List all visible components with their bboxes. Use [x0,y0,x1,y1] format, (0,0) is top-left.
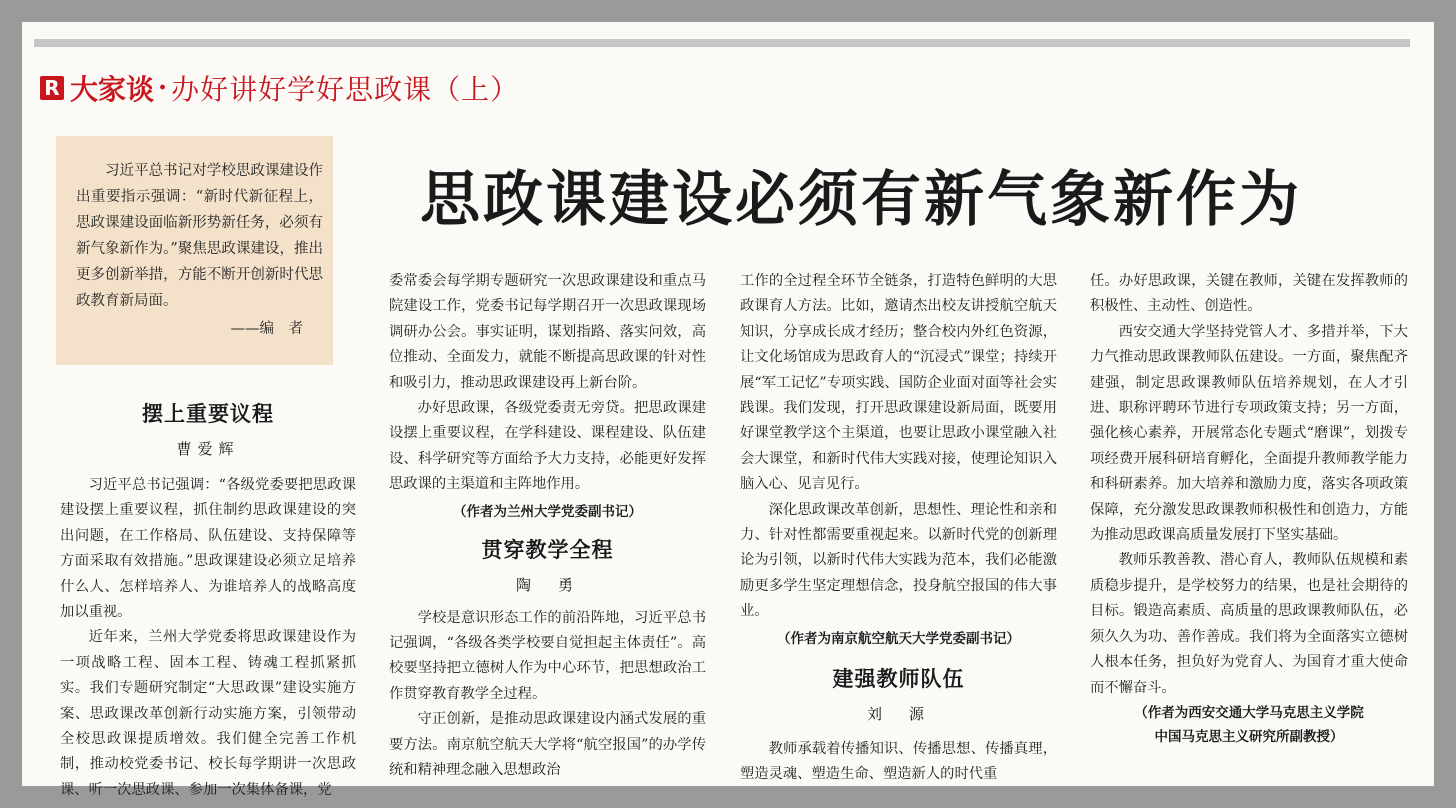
paragraph: 深化思政课改革创新，思想性、理论性和亲和力、针对性都需要重视起来。以新时代党的创新理论为引领，以新时代伟大实践为范本，我们必能激励更多学生坚定理想信念，投身航空报国的伟大事业。 [740,501,1057,620]
section-header [40,68,519,108]
editor-sign: ——编 者 [230,321,303,337]
paragraph: 习近平总书记强调：“各级党委要把思政课建设摆上重要议程，抓住制约思政课建设的突出问题，在工作格局、队伍建设、支持保障等方面采取有效措施。”思政课建设必须立足培养什么人、怎样培养人、为谁培养人的战略高度加以重视。 [60,477,356,621]
editor-note-text: 习近平总书记对学校思政课建设作出重要指示强调：“新时代新征程上，思政课建设面临新形势新任务，必须有新气象新作为。”聚焦思政课建设，推出更多创新举措，方能不断开创新时代思政教育新局面。 [76,163,323,309]
editor-note [56,136,333,365]
author-byline: （作者为南京航空航天大学党委副书记） [777,630,1020,647]
article-author: 刘 源 [866,704,930,723]
article-title: 贯穿教学全程 [481,537,614,562]
paragraph: 办好思政课，各级党委责无旁贷。把思政课建设摆上重要议程，在学科建设、课程建设、队伍建设、科学研究等方面给予大力支持，必能更好发挥思政课的主渠道和主阵地作用。 [389,400,706,493]
r-logo-icon: R [40,76,64,100]
headline: 思政课建设必须有新气象新作为 [420,165,1302,235]
section-separator: · [158,73,168,103]
column-3 [740,269,1057,788]
column-2 [389,269,706,784]
paragraph: 任。办好思政课，关键在教师，关键在发挥教师的积极性、主动性、创造性。 [1090,273,1408,315]
article-author: 曹爱辉 [176,440,240,458]
paragraph: 守正创新，是推动思政课建设内涵式发展的重要方法。南京航空航天大学将“航空报国”的办学传统和精神理念融入思想政治 [389,711,706,779]
author-byline-line-2: 中国马克思主义研究所副教授） [1154,728,1344,745]
section-subtitle: 办好讲好学好思政课（上） [171,73,520,106]
paragraph: 近年来，兰州大学党委将思政课建设作为一项战略工程、固本工程、铸魂工程抓紧抓实。我们专题研究制定“大思政课”建设实施方案、思政课改革创新行动实施方案，引领带动全校思政课提质增效。我们健全完善工作机制，推动校党委书记、校长每学期讲一次思政课、听一次思政课、参加一次集体备课，党 [60,629,356,798]
top-rule [34,39,1410,47]
paragraph: 教师乐教善教、潜心育人，教师队伍规模和素质稳步提升，是学校努力的结果，也是社会期待的目标。锻造高素质、高质量的思政课教师队伍，必须久久为功、善作善成。我们将为全面落实立德树人根本任务，担负好为党育人、为国育才重大使命而不懈奋斗。 [1090,552,1408,696]
column-4 [1090,269,1408,749]
author-byline-line-1: （作者为西安交通大学马克思主义学院 [1134,704,1364,721]
paragraph: 西安交通大学坚持党管人才、多措并举，下大力气推动思政课教师队伍建设。一方面，聚焦配齐建强，制定思政课教师队伍培养规划，在人才引进、职称评聘环节进行专项政策支持；另一方面，强化核心素养，开展常态化专题式“磨课”，划拨专项经费开展科研培育孵化，全面提升教师教学能力和科研素养。加大培养和激励力度，落实各项政策保障，充分激发思政课教师积极性和创造力，方能为推动思政课高质量发展打下坚实基础。 [1090,323,1408,544]
paragraph: 工作的全过程全环节全链条，打造特色鲜明的大思政课育人方法。比如，邀请杰出校友讲授航空航天知识，分享成长成才经历；整合校内外红色资源，让文化场馆成为思政育人的“沉浸式”课堂；持续开展“军工记忆”专项实践、国防企业面对面等社会实践课。我们发现，打开思政课建设新局面，既要用好课堂教学这个主渠道，也要让思政小课堂融入社会大课堂，和新时代伟大实践对接，使理论知识入脑入心、见言见行。 [740,273,1057,493]
paragraph: 教师承载着传播知识、传播思想、传播真理，塑造灵魂、塑造生命、塑造新人的时代重 [740,740,1057,783]
section-name: 大家谈 [70,73,155,106]
article-author: 陶 勇 [515,575,579,594]
paragraph: 委常委会每学期专题研究一次思政课建设和重点马院建设工作，党委书记每学期召开一次思政课现场调研办公会。事实证明，谋划指路、落实问效，高位推动、全面发力，就能不断提高思政课的针对性和吸引力，推动思政课建设再上新台阶。 [389,273,706,391]
article-title: 摆上重要议程 [142,402,274,426]
column-1 [60,397,356,803]
author-byline: （作者为兰州大学党委副书记） [453,503,642,520]
newspaper-page [22,22,1434,798]
paragraph: 学校是意识形态工作的前沿阵地，习近平总书记强调，“各级各类学校要自觉担起主体责任”。高校要坚持把立德树人作为中心环节，把思想政治工作贯穿教育教学全过程。 [389,609,706,702]
article-title: 建强教师队伍 [832,666,965,691]
